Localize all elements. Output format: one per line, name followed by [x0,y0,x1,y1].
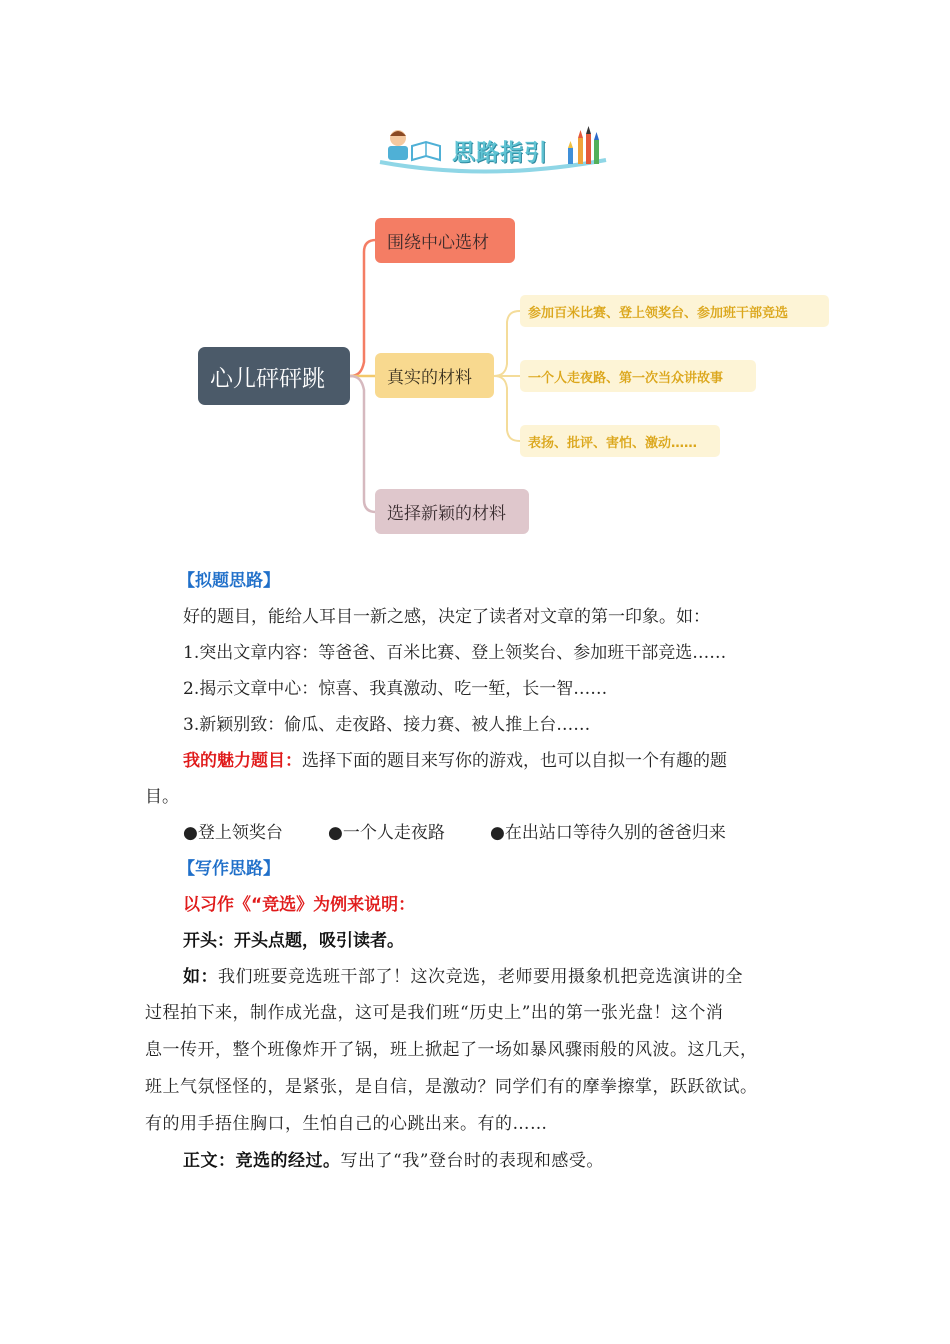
branch-novel-material: 选择新颖的材料 [375,489,529,534]
leaf-experiences: 一个人走夜路、第一次当众讲故事 [520,360,756,392]
title-item: 1.突出文章内容：等爸爸、百米比赛、登上领奖台、参加班干部竞选…… [183,643,727,663]
example-line: 班上气氛怪怪的，是紧张，是自信，是激动？同学们有的摩拳擦掌，跃跃欲试。 [145,1077,758,1097]
title-item: 3.新颖别致：偷瓜、走夜路、接力赛、被人推上台…… [183,715,591,735]
body-line [183,1149,604,1173]
title-option: ●一个人走夜路 [328,823,445,843]
opening-label: 开头：开头点题，吸引读者。 [183,931,404,951]
example-line: 息一传开，整个班像炸开了锅，班上掀起了一场如暴风骤雨般的风波。这几天， [145,1040,758,1060]
mind-map-root: 心儿砰砰跳 [198,347,350,405]
body-label: 正文：竞选的经过。 [183,1151,341,1171]
body-text: 写出了“我”登台时的表现和感受。 [340,1151,604,1171]
example-line: 过程拍下来，制作成光盘，这可是我们班“历史上”出的第一张光盘！这个消 [145,1003,724,1023]
example-line: 有的用手捂住胸口，生怕自己的心跳出来。有的…… [145,1114,548,1134]
title-option: ●登上领奖台 [183,823,283,843]
example-line [183,965,743,989]
title-option: ●在出站口等待久别的爸爸归来 [490,823,726,843]
title-item: 2.揭示文章中心：惊喜、我真激动、吃一堑，长一智…… [183,679,608,699]
example-text: 我们班要竞选班干部了！这次竞选，老师要用摄象机把竞选演讲的全 [218,967,743,987]
mind-map [0,0,950,560]
banner-title: 思路指引 [452,140,548,166]
writing-example-title: 以习作《“竞选》为例来说明： [183,895,416,915]
title-section-heading: 【拟题思路】 [178,571,280,591]
charm-title-line [183,749,727,773]
connector-branch-1 [350,240,376,376]
charm-title-text-cont: 目。 [145,787,179,807]
leaf-emotions: 表扬、批评、害怕、激动…… [520,425,720,457]
connector-leaf-3 [494,376,520,441]
charm-title-text: 选择下面的题目来写你的游戏，也可以自拟一个有趣的题 [302,751,727,771]
branch-real-material: 真实的材料 [375,353,494,398]
branch-center-material: 围绕中心选材 [375,218,515,263]
connector-leaf-1 [494,311,520,376]
charm-title-label: 我的魅力题目： [183,751,302,771]
leaf-events: 参加百米比赛、登上领奖台、参加班干部竞选 [520,295,829,327]
mind-map-connectors [0,0,950,560]
connector-branch-3 [350,376,376,512]
example-label: 如： [183,967,218,987]
writing-section-heading: 【写作思路】 [178,859,280,879]
title-section-intro: 好的题目，能给人耳目一新之感，决定了读者对文章的第一印象。如： [183,607,710,627]
